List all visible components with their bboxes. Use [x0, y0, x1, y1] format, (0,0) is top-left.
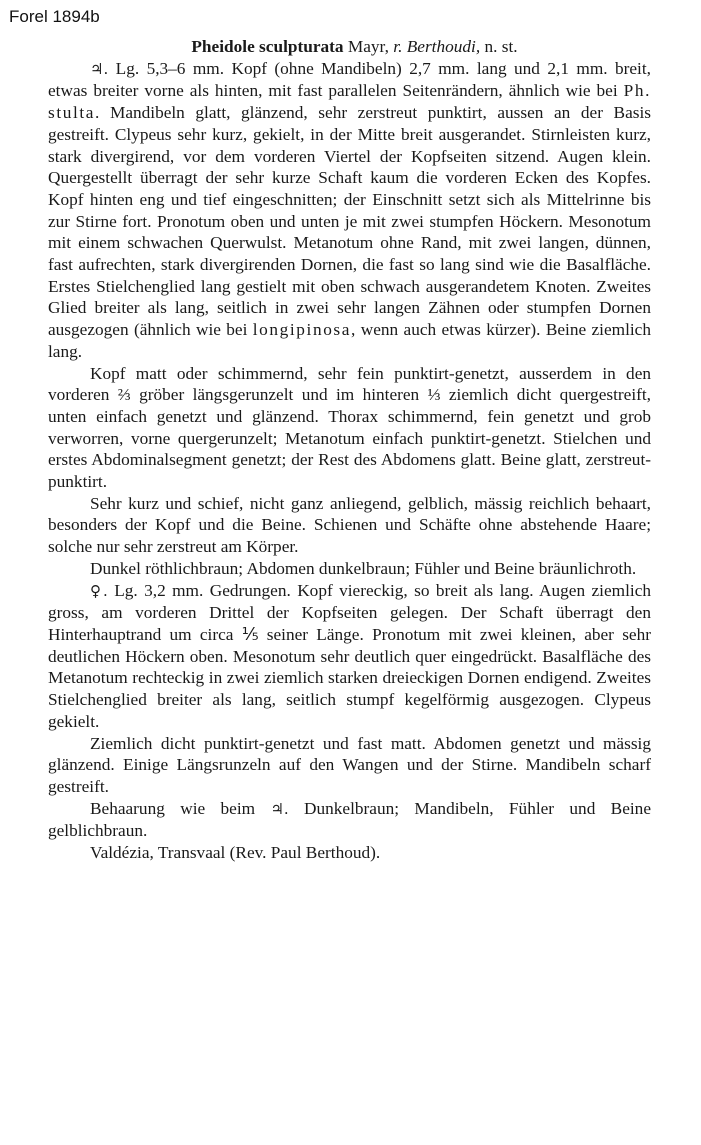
paragraph-text: Lg. 5,3–6 mm. Kopf (ohne Mandibeln) 2,7 mm. lang und 2,1 mm. breit, etwas breiter vorne als hinten, mit fast parallelen Seitenrändern, ähnlich wie bei	[48, 58, 651, 101]
soldier-symbol: ♃.	[90, 59, 109, 78]
paragraph-text: Behaarung wie beim	[90, 798, 271, 818]
species-author: Mayr,	[343, 37, 394, 56]
paragraph-worker-sculpture: Ziemlich dicht punktirt-genetzt und fast matt. Abdomen genetzt und mässig glänzend. Einige Längsrunzeln auf den Wangen und der Stirne. Mandibeln scharf gestreift.	[48, 733, 651, 796]
paragraph-colour: Dunkel röthlichbraun; Abdomen dunkelbraun; Fühler und Beine bräunlichroth.	[90, 558, 637, 578]
paragraph-text: . Mandibeln glatt, glänzend, sehr zerstreut punktirt, aussen an der Basis gestreift. Clypeus sehr kurz, gekielt, in der Mitte breit ausgerandet. Stirnleisten kurz, stark divergirend, vor dem vorderen Viertel der Kopfseiten sitzend. Augen klein. Quergestellt überragt der sehr kurze Schaft kaum die vorderen Ecken des Kopfes. Kopf hinten eng und tief eingeschnitten; der Einschnitt setzt sich als Mittelrinne bis zur Stirne fort. Pronotum oben und unten je mit zwei stumpfen Höckern. Mesonotum mit einem schwachen Querwulst. Metanotum ohne Rand, mit zwei langen, dünnen, fast aufrechten, stark divergirenden Dornen, die fast so lang sind wie die Basalfläche. Erstes Stielchenglied lang gestielt mit oben schwach ausgerandetem Knoten. Zweites Glied breiter als lang, seitlich in zwei sehr langen Zähnen oder stumpfen Dornen ausgezogen (ähnlich wie bei	[48, 103, 651, 340]
species-title	[48, 36, 651, 58]
paragraph-text: Dunkelbraun; Mandibeln, Fühler und Beine gelblichbraun.	[48, 798, 651, 841]
corner-label: Forel 1894b	[9, 7, 100, 26]
species-name: Pheidole sculpturata	[191, 37, 344, 56]
worker-symbol: ♀.	[90, 581, 108, 600]
species-description	[48, 36, 651, 864]
race-name: r. Berthoudi,	[393, 37, 481, 56]
paragraph-worker-pilosity-colour	[48, 798, 651, 842]
paragraph-worker-morphology	[48, 580, 651, 733]
paragraph-sculpture: Kopf matt oder schimmernd, sehr fein punktirt-genetzt, ausserdem in den vorderen ⅔ gröber längsgerunzelt und im hinteren ⅓ ziemlich dicht quergestreift, unten einfach genetzt und glänzend. Thorax schimmernd, fein genetzt und grob verworren, vorne quergerunzelt; Metanotum einfach punktirt-genetzt. Stielchen und erstes Abdominalsegment genetzt; der Rest des Abdomens glatt. Beine glatt, zerstreut-punktirt.	[48, 363, 651, 492]
species-reference: Ph. stulta	[48, 81, 651, 123]
paragraph-locality: Valdézia, Transvaal (Rev. Paul Berthoud).	[90, 843, 381, 863]
paragraph-text: , wenn auch etwas kürzer). Beine ziemlich lang.	[48, 320, 651, 361]
species-status: n. st.	[480, 37, 518, 56]
paragraph-text: Lg. 3,2 mm. Gedrungen. Kopf viereckig, so breit als lang. Augen ziemlich gross, am vorderen Drittel der Kopfseiten gelegen. Der Schaft überragt den Hinterhauptrand um circa ⅕ seiner Länge. Pronotum mit zwei kleinen, aber sehr deutlichen Höckern oben. Mesonotum sehr deutlich quer eingedrückt. Basalfläche des Metanotum rechteckig in zwei ziemlich starken dreieckigen Dornen endigend. Zweites Stielchenglied breiter als lang, seitlich stumpf kegelförmig ausgezogen. Clypeus gekielt.	[48, 580, 652, 731]
species-reference: longipinosa	[252, 320, 352, 340]
soldier-symbol: ♃.	[270, 799, 289, 818]
paragraph-pilosity: Sehr kurz und schief, nicht ganz anliegend, gelblich, mässig reichlich behaart, besonders der Kopf und die Beine. Schienen und Schäfte ohne abstehende Haare; solche nur sehr zerstreut am Körper.	[48, 493, 651, 557]
paragraph-soldier-morphology	[48, 58, 651, 363]
